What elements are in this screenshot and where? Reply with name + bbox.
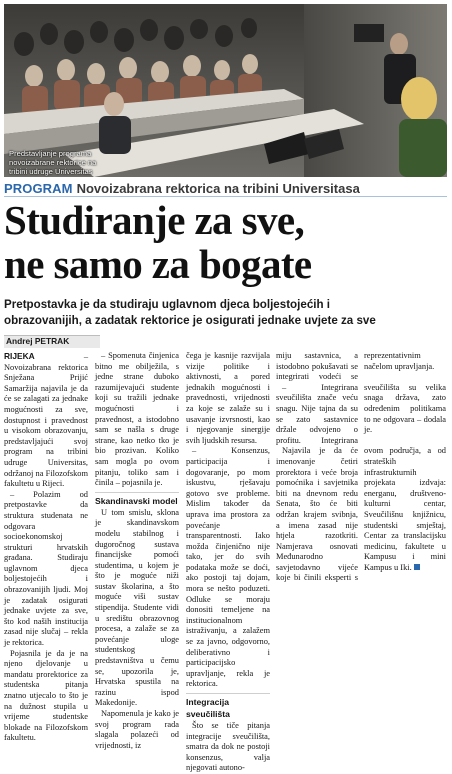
paragraph: – Spomenuta činjenica bitno me obilježila, s jedne strane duboko razumijevajući studente koji su tražili jednake mogućnosti i pravednost, a istodobno sam se našla s druge strane, kao netko tko je bio prozivan. Koliko sam mogla po ovom pitanju, toliko sam i činila – pojasnila je. — [95, 351, 179, 488]
photo-caption — [9, 149, 121, 176]
paragraph-text: Najavila je da će imenovanje četiri prorektora i veće broja pomoćnika i savjetnika biti na dnevnom redu Senata, što će biti održan krajem svibnja, a imena zasad nije htjela razotkriti. Namjerava osnovati Međunarodno savjetodavno vijeće koje bi činili eksperti s ovom područja, a od strateških infrastrukturnih projekata izdvaja: energanu, društveno-kulturni centar, Sveučilišnu knjižnicu, studentski smještaj, Centar za translacijsku medicinu, fakultete u Kampusu i mini Kampus u Iki. — [276, 446, 446, 583]
paragraph: – Integrirana sveučilišta znače veću snagu. Nije tajna da su se zato sastavnice držale odvojeno o profitu. Integrirana sveučilišta su velika snaga država, zato određenim politikama to ne odgovara – dodala je. — [276, 382, 446, 445]
end-of-article-mark-icon — [414, 564, 420, 570]
paragraph: U tom smislu, sklona je skandinavskom modelu stabilnog i dugoročnog sustava financijske pomoći studentima, u kojem je što je moguće niži sustav školarina, a što moguće viši sustav stipendija. Studente vidi u središtu obrazovnog procesa, a zalaže se za povećanje uloge studentskog predstavništva u čemu se, upozorila je, Hrvatska spustila na razinu ispod Makedonije. — [95, 507, 179, 708]
paragraph-text: – Novoizabrana rektorica Snježana Prijić Samaržija najavila je da će se zalagati za jednake mogućnosti za sve, dostupnost i pravednost u visokom obrazovanju, predstavljajući svoj program na tribini udruge Universitas, održanoj na Filozofskom fakultetu u Rijeci. — [4, 352, 88, 489]
paragraph: miju sastavnica, a istodobno pokušavati se integrirati vodeći se reprezentativnim načelom upravljanja. — [276, 351, 435, 382]
kicker-text: Novoizabrana rektorica na tribini Universitasa — [76, 181, 360, 196]
deck — [4, 297, 447, 329]
kicker-label: PROGRAM — [4, 181, 73, 196]
byline: Andrej PETRAK — [6, 336, 70, 346]
photo-caption-line: novoizabrane rektorice na — [9, 158, 97, 167]
deck-line: Pretpostavka je da studiraju uglavnom djeca boljestojećih i — [4, 298, 331, 311]
article-column-2 — [95, 351, 179, 751]
article-photo — [4, 4, 447, 177]
headline — [4, 198, 450, 286]
article-column-4 — [276, 351, 446, 584]
deck-line: obrazovanijih, a zadatak rektorice je osigurati jednake uvjete za sve — [4, 314, 376, 327]
paragraph: Napomenula je kako je svoj program rada slagala polazeći od vrijednosti, iz — [95, 709, 179, 750]
photo-caption-line: Predstavljanje programa — [9, 149, 92, 158]
paragraph — [4, 351, 88, 490]
article-column-1 — [4, 351, 88, 744]
headline-line: Studiranje za sve, — [4, 197, 305, 243]
paragraph: – Konsenzus, participacija i dogovaranje, po mom iskustvu, rješavaju gotovo sve probleme. Mislim također da uprava ima prostora za povećanje transparentnosti. Iako možda činjenično nije tako, jer do svih podataka može se doći, ako postoji taj dojam, mora se nešto poduzeti. Odluke se moraju donositi temeljene na institucionalnom istraživanju, a zalažem se za javno, odgovorno, deliberativno i participacijsko upravljanje, rekla je rektorica. — [186, 446, 270, 689]
photo-caption-line: tribini udruge Universitas — [9, 167, 93, 176]
headline-line: ne samo za bogate — [4, 241, 312, 287]
paragraph — [276, 446, 446, 584]
article-column-3 — [186, 351, 270, 774]
subheading: Integracija sveučilišta — [186, 693, 270, 720]
subheading: Skandinavski model — [95, 492, 179, 507]
paragraph: – Polazim od pretpostavke da struktura studenata ne odgovara socioekonomskoj strukturi hrvatskih građana. Studiraju uglavnom djeca boljestojećih i obrazovanijih ljudi. Moj je zadatak osigurati jednake uvjete za sve, što kod naših institucija zasad nije slučaj – rekla je rektorica. — [4, 489, 88, 648]
dateline-city: RIJEKA — [4, 351, 35, 361]
paragraph: čega je kasnije razvijala vizije politike i aktivnosti, a pored jednakih mogućnosti i pravednosti, vrijednosti za koje se zalaže su i usavanje izvrsnosti, kao i njegovanje sinergije svih ljudskih resursa. — [186, 351, 270, 445]
paragraph: Što se tiče pitanja integracije sveučilišta, smatra da dok ne postoji konsenzus, valja njegovati autono- — [186, 721, 270, 773]
paragraph: Pojasnila je da je na njeno djelovanje u mandatu prorektorice za studentska pitanja znatno utjecalo to što je na dužnost stupila u vrijeme studentske blokade na Filozofskom fakultetu. — [4, 648, 88, 743]
kicker — [4, 180, 447, 197]
